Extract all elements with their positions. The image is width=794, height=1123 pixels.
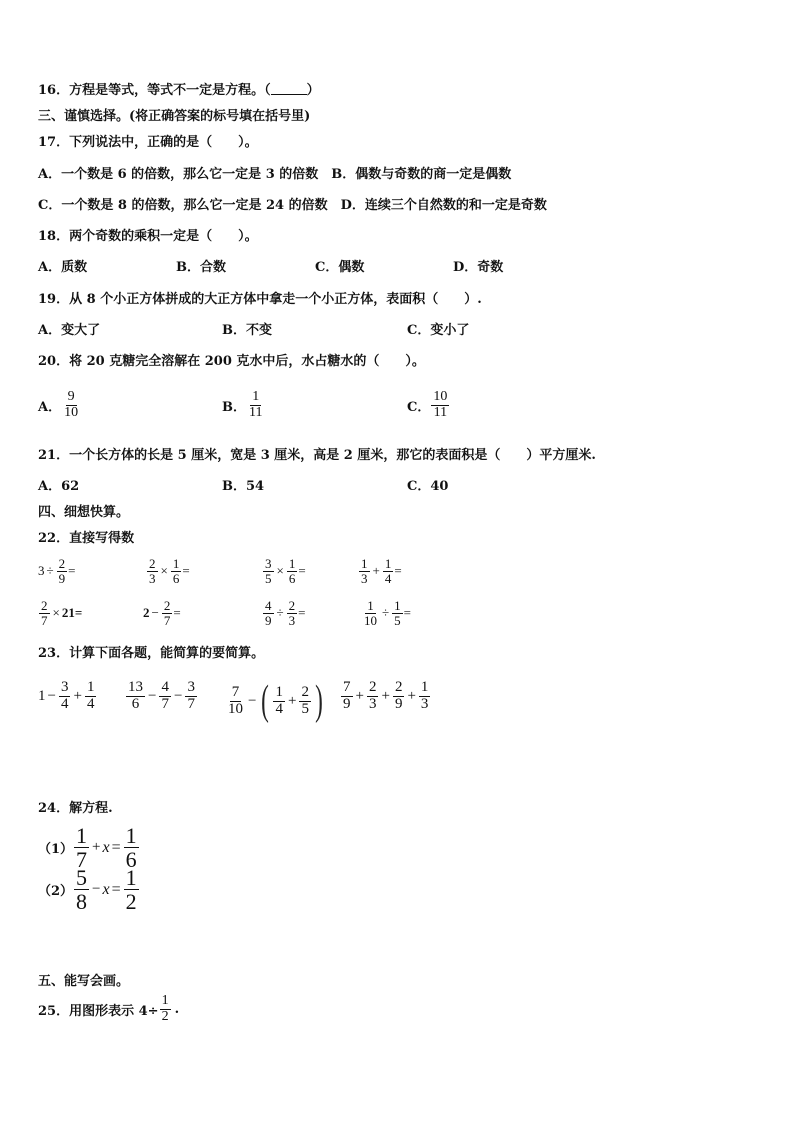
- question-18-option-d: D．奇数: [453, 260, 504, 275]
- question-16-text: 16．方程是等式，等式不一定是方程。（: [38, 83, 271, 98]
- question-18: 18．两个奇数的乘积一定是（ ）。: [38, 229, 258, 244]
- option-label: A．: [38, 399, 62, 415]
- question-25-end: .: [174, 1001, 180, 1017]
- numerator: 9: [67, 389, 75, 404]
- question-19-option-c: C．变小了: [407, 323, 470, 338]
- calc-23-2: $\frac{13}{6}$ − $\frac{4}{7}$ − $\frac{3}{7}$: [128, 679, 195, 712]
- calc-22-6: 2 − $\frac{2}{7}$ =: [143, 598, 181, 628]
- calc-22-4: $\frac{1}{3}$ + $\frac{1}{4}$ =: [361, 556, 402, 586]
- calc-23-1: 1 − $\frac{3}{4}$ + $\frac{1}{4}$: [38, 679, 95, 712]
- question-17-options-ab: A．一个数是 6 的倍数，那么它一定是 3 的倍数 B．偶数与奇数的商一定是偶数: [38, 167, 512, 182]
- question-16-close: ）: [306, 83, 320, 98]
- question-20-option-b: [222, 390, 265, 420]
- option-label: B．: [222, 399, 246, 415]
- answer-blank[interactable]: [271, 82, 307, 95]
- question-25-text: 25．用图形表示 4÷: [38, 1003, 159, 1019]
- question-17-options-cd: C．一个数是 8 的倍数，那么它一定是 24 的倍数 D．连续三个自然数的和一定是奇数: [38, 198, 547, 213]
- question-18-option-a: A．质数: [38, 260, 88, 275]
- question-19-option-a: A．变大了: [38, 323, 101, 338]
- calc-22-3: $\frac{3}{5}$ × $\frac{1}{6}$ =: [265, 556, 306, 586]
- fraction: [62, 390, 80, 420]
- question-22: 22．直接写得数: [38, 531, 135, 546]
- equation-24-2: （2） $\frac{5}{8}$ − x = $\frac{1}{2}$: [38, 865, 137, 915]
- fraction: [247, 390, 264, 420]
- calc-22-8: $\frac{1}{10}$ ÷ $\frac{1}{5}$ =: [364, 598, 411, 628]
- option-label: C．: [407, 399, 431, 415]
- question-25: 25．用图形表示 4÷ $\frac{1}{2}$ .: [38, 993, 180, 1024]
- denominator: 11: [249, 404, 263, 420]
- denominator: 11: [433, 404, 448, 420]
- calc-22-7: $\frac{4}{9}$ ÷ $\frac{2}{3}$ =: [265, 598, 306, 628]
- equation-label: （1）: [38, 842, 74, 858]
- question-17: 17．下列说法中，正确的是（ ）。: [38, 135, 258, 150]
- section-4-heading: 四、细想快算。: [38, 505, 130, 520]
- question-19: 19．从 8 个小正方体拼成的大正方体中拿走一个小正方体，表面积（ ）.: [38, 292, 482, 307]
- numerator: 10: [433, 389, 448, 404]
- question-20-option-a: [38, 390, 81, 420]
- question-23: 23．计算下面各题，能简算的要简算。: [38, 646, 265, 661]
- calc-22-1: 3 ÷ $\frac{2}{9}$ =: [38, 556, 76, 586]
- question-21-option-a: A．62: [38, 479, 80, 494]
- denominator: 10: [64, 404, 79, 420]
- numerator: 1: [252, 389, 260, 404]
- calc-23-3: $\frac{7}{10}$ − ( $\frac{1}{4}$ + $\frac{2}{5}$ ): [228, 678, 323, 724]
- calc-23-4: $\frac{7}{9}$ + $\frac{2}{3}$ + $\frac{2}{9}$ + $\frac{1}{3}$: [343, 679, 429, 712]
- question-20: 20．将 20 克糖完全溶解在 200 克水中后，水占糖水的（ ）。: [38, 354, 425, 369]
- equation-label: （2）: [38, 884, 74, 900]
- question-18-option-b: B．合数: [176, 260, 226, 275]
- question-21-option-b: B．54: [222, 479, 265, 494]
- question-24: 24．解方程.: [38, 801, 113, 816]
- question-16: [38, 82, 320, 99]
- calc-22-5: $\frac{2}{7}$ × 21=: [41, 598, 83, 628]
- question-21: 21．一个长方体的长是 5 厘米，宽是 3 厘米，高是 2 厘米，那它的表面积是（ ）平方厘米.: [38, 448, 596, 463]
- fraction: [431, 390, 449, 420]
- section-3-heading: 三、谨慎选择。(将正确答案的标号填在括号里): [38, 109, 311, 124]
- question-20-option-c: [407, 390, 450, 420]
- equation-24-1: （1） $\frac{1}{7}$ + x = $\frac{1}{6}$: [38, 823, 137, 873]
- calc-22-2: $\frac{2}{3}$ × $\frac{1}{6}$ =: [149, 556, 190, 586]
- section-5-heading: 五、能写会画。: [38, 974, 130, 989]
- question-18-option-c: C．偶数: [315, 260, 365, 275]
- question-19-option-b: B．不变: [222, 323, 272, 338]
- question-21-option-c: C．40: [407, 479, 449, 494]
